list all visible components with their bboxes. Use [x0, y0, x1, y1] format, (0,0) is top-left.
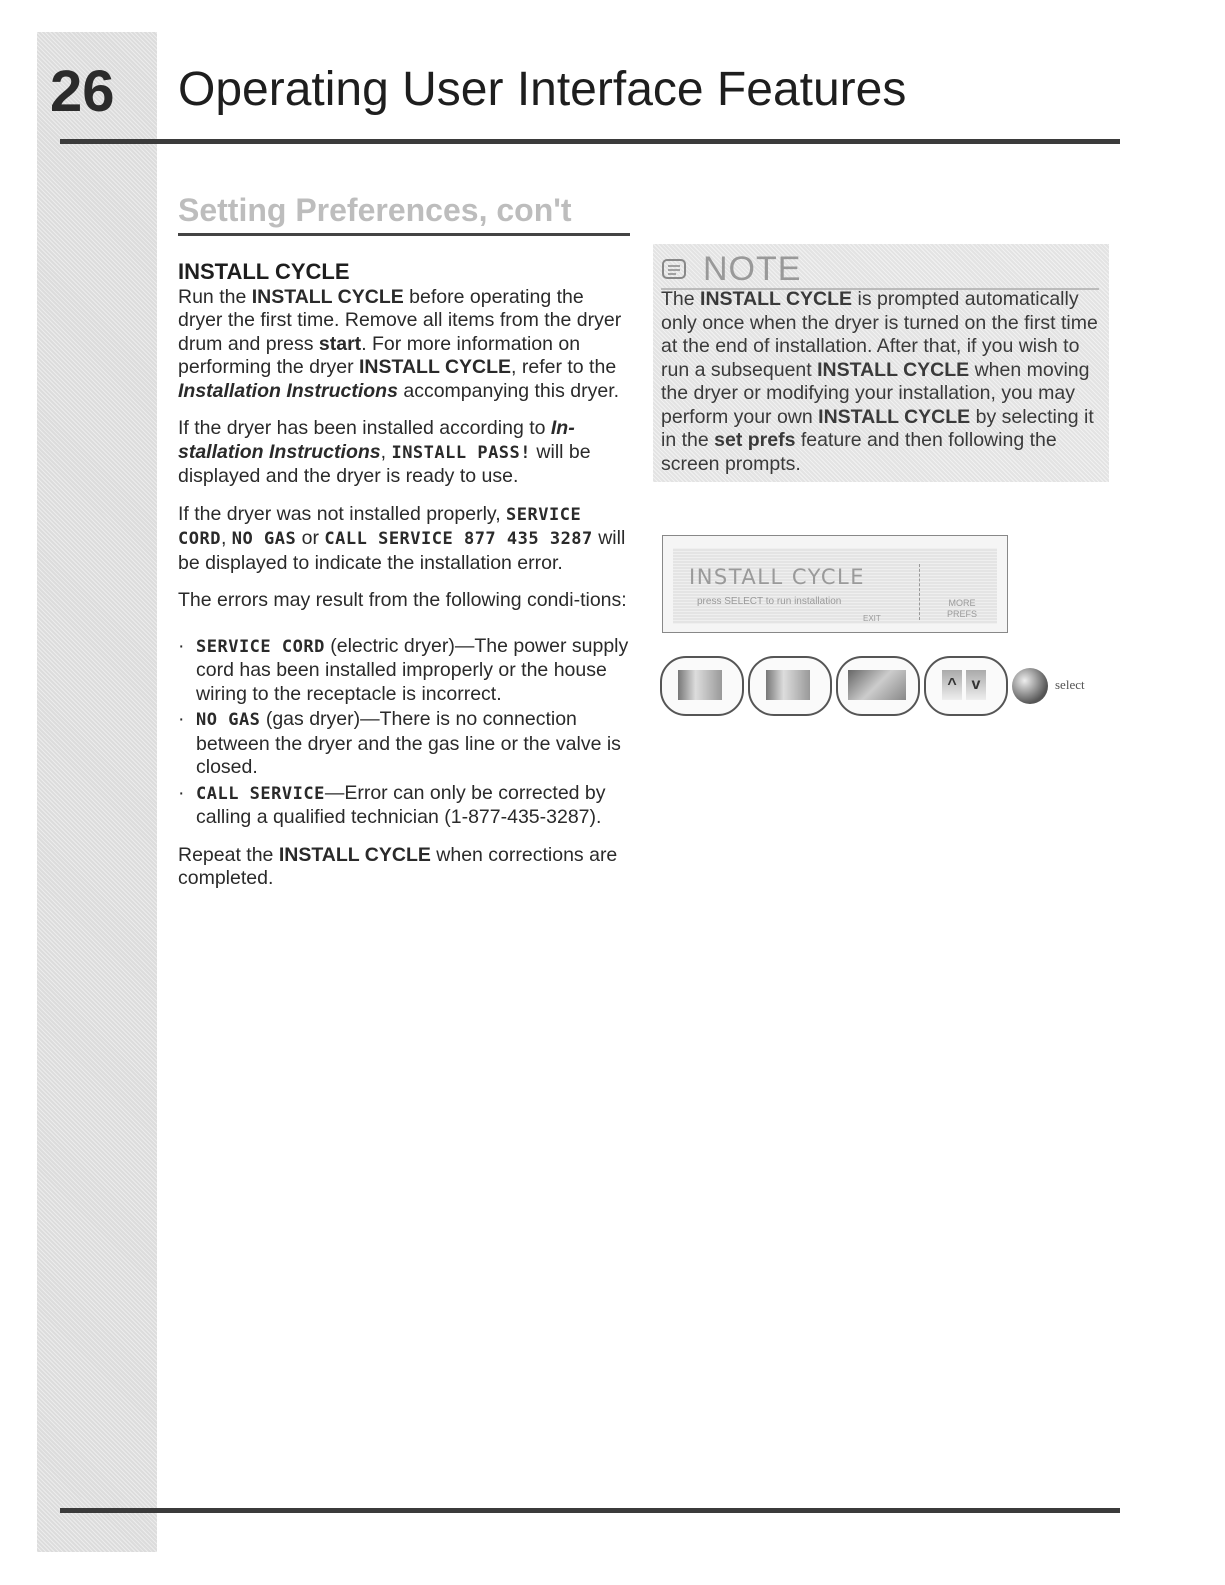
install-cycle-heading: INSTALL CYCLE — [178, 259, 350, 284]
more-label: MORE — [948, 598, 976, 608]
page-title: Operating User Interface Features — [178, 63, 907, 116]
paragraph-install-pass — [178, 417, 630, 489]
text: by selecting it in the — [661, 405, 1094, 451]
error-list — [178, 635, 630, 830]
install-cycle-term: INSTALL CYCLE — [278, 843, 431, 866]
section-title: Setting Preferences, con't — [178, 192, 572, 228]
no-gas-code: NO GAS — [231, 529, 297, 549]
left-column — [178, 256, 630, 905]
install-cycle-term: INSTALL CYCLE — [700, 288, 853, 310]
display-more-prefs — [947, 598, 977, 620]
start-term: start — [318, 332, 362, 355]
error-code: NO GAS — [196, 710, 261, 730]
service-cord-code: SERVICE CORD — [178, 504, 582, 549]
list-item — [178, 635, 630, 707]
select-label: select — [1055, 677, 1085, 692]
error-description: (electric dryer)—The power supply cord has been installed improperly or the house wiring to the receptacle is incorrect. — [196, 634, 629, 705]
display-main-text: INSTALL CYCLE — [689, 565, 865, 589]
top-rule — [60, 139, 1120, 144]
text: when corrections are completed. — [178, 843, 618, 889]
text: . For more information on performing the dryer — [178, 332, 581, 378]
note-icon — [661, 258, 689, 282]
button-face — [678, 670, 722, 700]
error-code: SERVICE CORD — [196, 636, 325, 657]
up-down-button[interactable] — [924, 656, 1008, 716]
set-prefs-term: set prefs — [714, 429, 796, 451]
text: or — [296, 527, 325, 549]
text: , — [220, 527, 232, 549]
control-button-3[interactable] — [836, 656, 920, 716]
bullet: · — [178, 781, 185, 804]
install-cycle-term: INSTALL CYCLE — [817, 358, 970, 381]
display-screen — [673, 548, 997, 624]
display-panel — [662, 535, 1008, 633]
error-description: —Error can only be corrected by calling a qualified technician (1-877-435-3287). — [196, 781, 606, 828]
paragraph-errors-intro: The errors may result from the following condi-tions: — [178, 589, 627, 611]
text: will be displayed and the dryer is ready to use. — [178, 440, 591, 487]
side-strip — [37, 32, 157, 1552]
text: Run the — [178, 285, 252, 308]
text: will be displayed to indicate the installation error. — [178, 527, 626, 574]
display-exit-label: EXIT — [863, 614, 881, 623]
installation-instructions-term: In-stallation Instructions — [178, 417, 575, 463]
text: feature and then following the screen prompts. — [661, 429, 1057, 475]
error-description: (gas dryer)—There is no connection between the dryer and the gas line or the valve is closed. — [196, 708, 621, 778]
display-sub-text: press SELECT to run installation — [697, 596, 842, 607]
error-code: CALL SERVICE — [196, 783, 325, 804]
call-service-code: CALL SERVICE 877 435 3287 — [324, 529, 593, 549]
text: The — [661, 288, 701, 310]
control-buttons — [660, 656, 1100, 714]
paragraph-install-error — [178, 503, 630, 576]
down-arrow-icon[interactable]: v — [966, 670, 986, 700]
text: Repeat the — [178, 843, 279, 866]
note-box — [653, 244, 1109, 482]
note-header — [661, 250, 801, 289]
control-button-1[interactable] — [660, 656, 744, 716]
paragraph-run-install — [178, 286, 630, 404]
text: If the dryer was not installed properly, — [178, 502, 507, 525]
select-knob[interactable] — [1012, 668, 1048, 704]
control-button-2[interactable] — [748, 656, 832, 716]
text: accompanying this dryer. — [397, 379, 620, 402]
text: , refer to the — [511, 356, 617, 378]
up-arrow-icon[interactable]: ^ — [942, 670, 962, 700]
text: If the dryer has been installed according to — [178, 417, 551, 439]
installation-instructions-term: Installation Instructions — [178, 379, 398, 402]
list-item — [178, 782, 630, 830]
bullet: · — [178, 634, 185, 657]
list-item — [178, 708, 630, 780]
note-text — [661, 288, 1101, 476]
display-divider — [919, 564, 921, 620]
page-number: 26 — [50, 59, 115, 124]
button-face — [848, 670, 906, 700]
button-face — [766, 670, 810, 700]
bullet: · — [178, 708, 185, 730]
install-cycle-term: INSTALL CYCLE — [359, 356, 512, 378]
install-cycle-term: INSTALL CYCLE — [818, 405, 971, 428]
bottom-rule — [60, 1508, 1120, 1513]
text: is prompted automatically only once when the dryer is turned on the first time at the end of installation. After that, if you wish to run a subsequent — [661, 288, 1098, 381]
text: , — [380, 440, 392, 463]
install-cycle-term: INSTALL CYCLE — [251, 285, 404, 308]
text: when moving the dryer or modifying your installation, you may perform your own — [661, 358, 1090, 428]
prefs-label: PREFS — [947, 609, 978, 619]
section-rule — [178, 233, 630, 236]
paragraph-repeat — [178, 844, 630, 891]
text: before operating the dryer the first time. Remove all items from the dryer drum and press — [178, 285, 622, 355]
install-pass-code: INSTALL PASS! — [391, 442, 532, 463]
note-title: NOTE — [703, 250, 802, 288]
